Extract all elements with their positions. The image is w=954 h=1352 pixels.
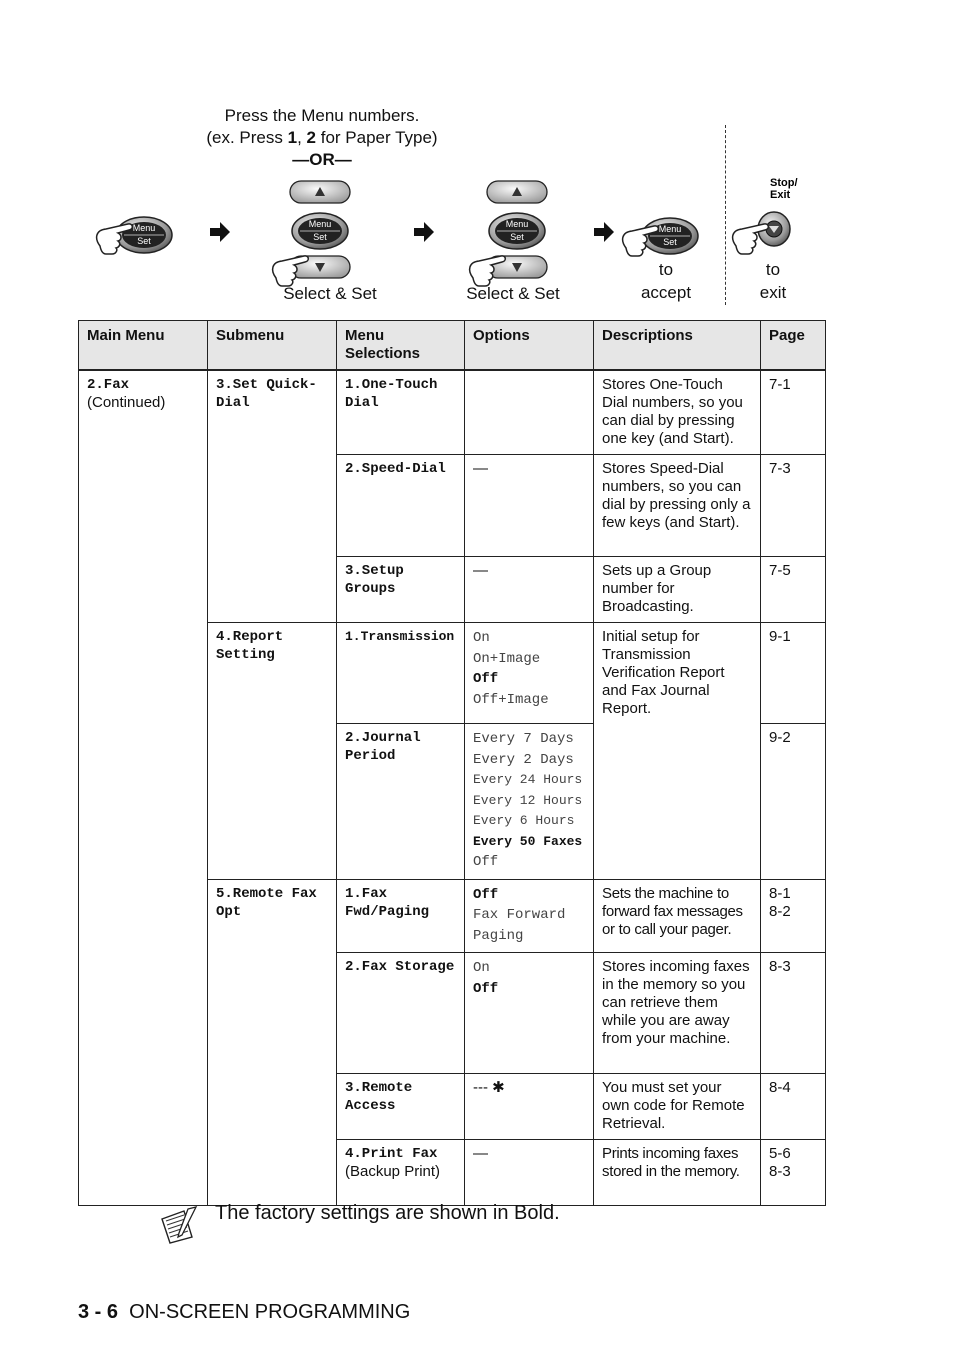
caption-select-set-1: Select & Set — [283, 284, 377, 303]
submenu-remote-fax: 5.Remote Fax Opt — [208, 879, 337, 1206]
section-title: ON-SCREEN PROGRAMMING — [129, 1301, 411, 1323]
instruction-text — [172, 105, 472, 171]
header-options: Options — [465, 321, 594, 371]
page-cell: 7-3 — [761, 455, 826, 557]
description-cell: Stores Speed-Dial numbers, so you can dial by pressing only a few keys (and Start). — [594, 455, 761, 557]
page-number: 3 - 6 — [78, 1301, 119, 1323]
menu-label: Menu — [308, 219, 332, 229]
nav-buttons-group-2 — [470, 181, 547, 286]
divider-dashed — [725, 125, 726, 305]
selection-cell: 1.Fax Fwd/Paging — [337, 879, 465, 953]
options-cell: Every 7 Days Every 2 Days Every 24 Hours Every 12 Hours Every 6 Hours Every 50 Faxes Off — [465, 724, 594, 880]
selection-cell: 1.Transmission — [337, 623, 465, 724]
main-menu-cell: 2.Fax (Continued) — [79, 370, 208, 1206]
exit-label: Exit — [770, 189, 791, 201]
header-main-menu: Main Menu — [79, 321, 208, 371]
options-cell: --- ✱ — [465, 1074, 594, 1140]
stop-exit-button — [733, 177, 798, 254]
description-cell: You must set your own code for Remote Retrieval. — [594, 1074, 761, 1140]
page-cell: 9-1 — [761, 623, 826, 724]
selection-cell: 3.Setup Groups — [337, 557, 465, 623]
stop-label: Stop/ — [770, 177, 798, 189]
selection-cell: 2.Fax Storage — [337, 953, 465, 1074]
instruction-line-1: Press the Menu numbers. — [224, 106, 420, 125]
menu-table — [78, 320, 826, 1206]
options-cell: — — [465, 1140, 594, 1206]
description-cell: Prints incoming faxes stored in the memory. — [594, 1140, 761, 1206]
up-arrow-button — [487, 181, 547, 203]
options-cell: Off Fax Forward Paging — [465, 879, 594, 953]
page-cell: 9-2 — [761, 724, 826, 880]
set-label: Set — [313, 232, 327, 242]
submenu-quick-dial: 3.Set Quick-Dial — [208, 370, 337, 623]
header-page: Page — [761, 321, 826, 371]
page-cell: 8-3 — [761, 953, 826, 1074]
menu-label: Menu — [658, 224, 682, 234]
header-submenu: Submenu — [208, 321, 337, 371]
page-footer — [78, 1301, 410, 1324]
page-cell: 7-5 — [761, 557, 826, 623]
page-cell: 8-1 8-2 — [761, 879, 826, 953]
menu-set-button-accept — [623, 218, 698, 256]
instruction-or: —OR— — [292, 150, 352, 169]
table-row — [79, 370, 826, 455]
arrow-right-icon — [594, 222, 614, 242]
caption-select-set-2: Select & Set — [466, 284, 560, 303]
menu-label: Menu — [132, 223, 156, 233]
set-label: Set — [663, 237, 677, 247]
header-menu-selections: Menu Selections — [337, 321, 465, 371]
options-cell: On Off — [465, 953, 594, 1074]
set-label: Set — [510, 232, 524, 242]
note-pad-icon — [158, 1205, 200, 1245]
selection-cell: 4.Print Fax (Backup Print) — [337, 1140, 465, 1206]
nav-buttons-group-1 — [273, 181, 350, 286]
arrow-right-icon — [414, 222, 434, 242]
options-cell: On On+Image Off Off+Image — [465, 623, 594, 724]
options-cell: — — [465, 557, 594, 623]
options-cell: — — [465, 455, 594, 557]
menu-label: Menu — [505, 219, 529, 229]
description-cell: Sets up a Group number for Broadcasting. — [594, 557, 761, 623]
table-header-row — [79, 321, 826, 371]
description-cell: Stores incoming faxes in the memory so you can retrieve them while you are away from your machine. — [594, 953, 761, 1074]
header-descriptions: Descriptions — [594, 321, 761, 371]
factory-settings-note: The factory settings are shown in Bold. — [215, 1202, 560, 1224]
instruction-line-2: (ex. Press 1, 2 for Paper Type) — [206, 128, 438, 147]
description-cell: Sets the machine to forward fax messages or to call your pager. — [594, 879, 761, 953]
set-label: Set — [137, 236, 151, 246]
page-cell: 5-6 8-3 — [761, 1140, 826, 1206]
options-cell — [465, 370, 594, 455]
arrow-right-icon — [210, 222, 230, 242]
selection-cell: 3.Remote Access — [337, 1074, 465, 1140]
submenu-report-setting: 4.Report Setting — [208, 623, 337, 880]
page-cell: 7-1 — [761, 370, 826, 455]
description-cell: Initial setup for Transmission Verification Report and Fax Journal Report. — [594, 623, 761, 880]
page-cell: 8-4 — [761, 1074, 826, 1140]
selection-cell: 2.Speed-Dial — [337, 455, 465, 557]
selection-cell: 1.One-Touch Dial — [337, 370, 465, 455]
caption-to-exit: to exit — [759, 260, 787, 302]
up-arrow-button — [290, 181, 350, 203]
menu-set-button-1 — [97, 217, 172, 254]
selection-cell: 2.Journal Period — [337, 724, 465, 880]
star-icon: ✱ — [492, 1079, 505, 1096]
caption-to-accept: to accept — [640, 260, 692, 302]
description-cell: Stores One-Touch Dial numbers, so you can dial by pressing one key (and Start). — [594, 370, 761, 455]
